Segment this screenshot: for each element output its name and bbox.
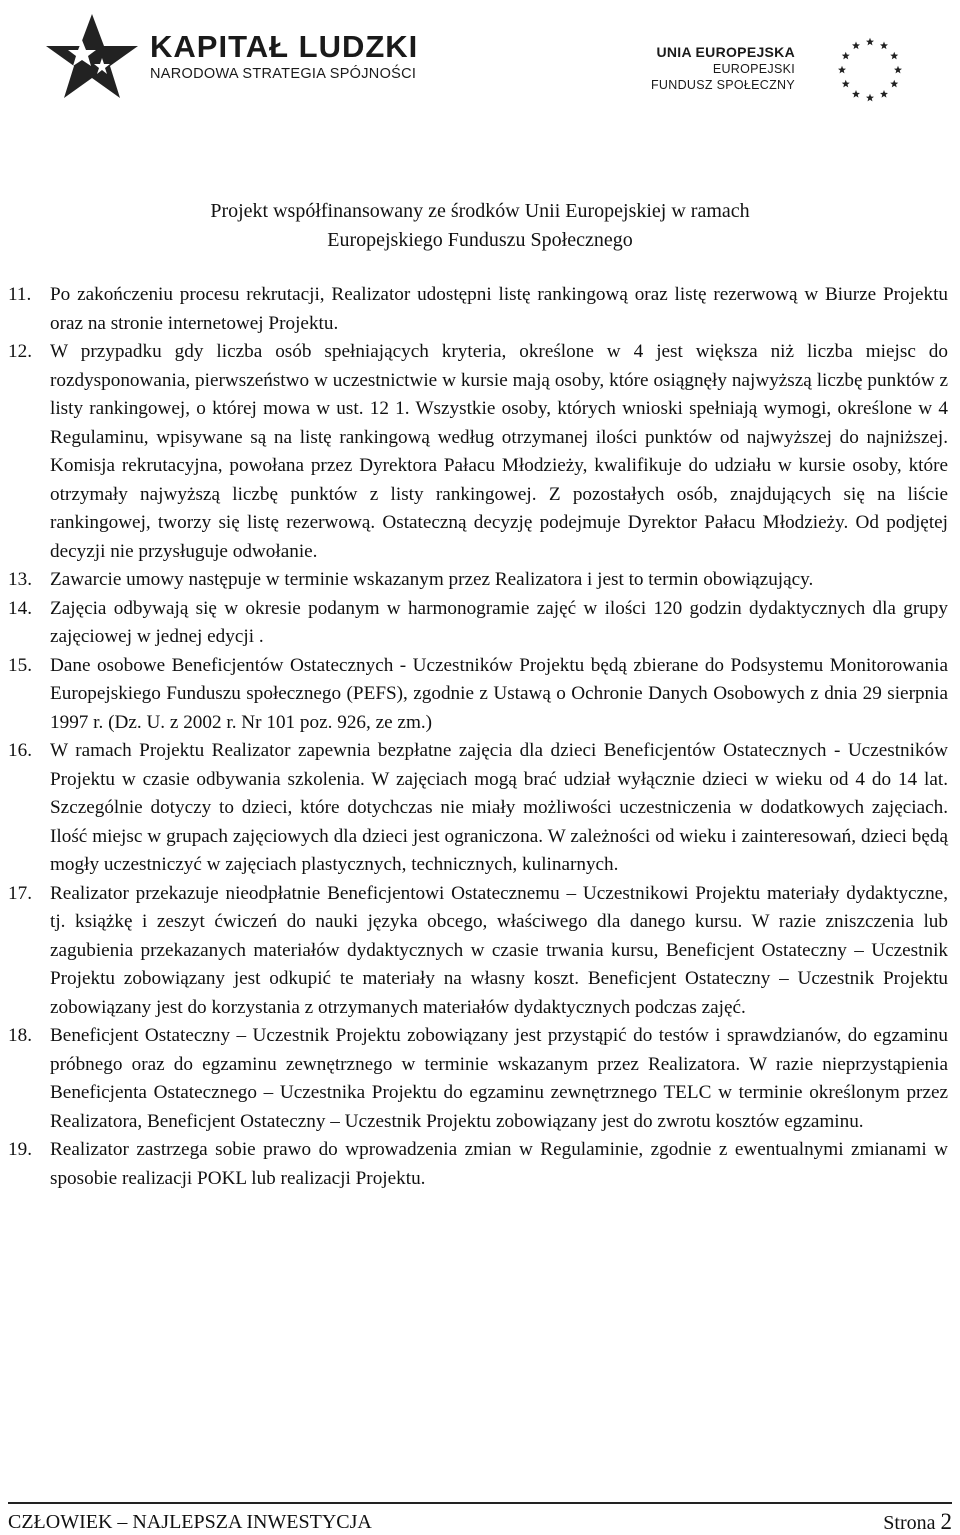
eu-star-icon [880,90,888,98]
list-item [8,281,948,338]
eu-line-2: FUNDUSZ SPOŁECZNY [650,78,795,92]
list-item [8,1136,948,1193]
list-item [8,1022,948,1136]
eu-star-icon [890,80,898,88]
regulation-content [8,281,948,1193]
eu-star-icon [866,94,874,102]
item-text: Dane osobowe Beneficjentów Ostatecznych - Uczestników Projektu będą zbierane do Podsystemu Monitorowania Europejskiego Funduszu społecznego (PEFS), zgodnie z Ustawą o Ochronie Danych Osobowych z dnia 29 sierpnia 1997 r. (Dz. U. z 2002 r. Nr 101 poz. 926, ze zm.) [50,654,948,733]
eu-star-icon [852,42,860,50]
item-text: W przypadku gdy liczba osób spełniających kryteria, określone w 4 jest większa niż liczba miejsc do rozdysponowania, pierwszeństwo w uczestnictwie w kursie mają osoby, które osiągnęły najwyższą liczbę punktów z listy rankingowej, o której mowa w ust. 12 1. Wszystkie osoby, których wnioski spełniają wymogi, określone w 4 Regulaminu, wpisywane są na listę rankingową według otrzymanej ilości punktów od najwyższej do najniższej. Komisja rekrutacyjna, powołana przez Dyrektora Pałacu Młodzieży, kwalifikuje do udziału w kursie osoby, które otrzymały najwyższą liczbę punktów z listy rankingowej. Z pozostałych osób, znajdujących się na liście rankingowej, tworzy się listę rezerwową. Ostateczną decyzję podejmuje Dyrektor Pałacu Młodzieży. Od podjętej decyzji nie przysługuje odwołanie. [50,341,948,562]
item-number: 18. [8,1025,32,1046]
item-text: W ramach Projektu Realizator zapewnia bezpłatne zajęcia dla dzieci Beneficjentów Ostatecznych - Uczestników Projektu w czasie odbywania szkolenia. W zajęciach mogą brać udział wyłącznie dzieci w wieku od 4 do 14 lat. Szczególnie dotyczy to dzieci, które dotychczas nie miały możliwości uczestniczenia w dodatkowych zajęciach. Ilość miejsc w grupach zajęciowych dla dzieci jest ograniczona. W zależności od wieku i zainteresowań, dzieci będą mogły uczestniczyć w zajęciach plastycznych, technicznych, kulinarnych. [50,740,948,875]
list-item [8,737,948,880]
eu-star-icon [866,38,874,46]
logo-subtitle: NARODOWA STRATEGIA SPÓJNOŚCI [150,66,417,82]
item-number: 12. [8,341,32,362]
item-number: 19. [8,1139,32,1160]
footer-slogan: CZŁOWIEK – NAJLEPSZA INWESTYCJA [8,1511,372,1533]
cofinancing-note [0,197,960,255]
logo-title: KAPITAŁ LUDZKI [150,29,419,64]
item-text: Realizator przekazuje nieodpłatnie Beneficjentowi Ostatecznemu – Uczestnikowi Projektu materiały dydaktyczne, tj. książkę i zeszyt ćwiczeń do nauki języka obcego, właściwego dla danego kursu. W razie zniszczenia lub zagubienia przekazanych materiałów dydaktycznych w czasie trwania kursu, Beneficjent Ostateczny – Uczestnik Projektu zobowiązany jest odkupić te materiały na własny koszt. Beneficjent Ostateczny – Uczestnik Projektu zobowiązany jest do korzystania z otrzymanych materiałów dydaktycznych podczas zajęć. [50,882,948,1018]
eu-star-icon [842,52,850,60]
item-number: 11. [8,284,32,305]
eu-star-icon [894,66,902,74]
eu-line-1: EUROPEJSKI [712,62,795,76]
item-number: 17. [8,882,32,904]
page-header [0,0,960,190]
list-item [8,595,948,652]
list-item [8,566,948,595]
page-indicator [883,1510,952,1535]
item-number: 15. [8,654,32,676]
eu-star-icon [842,80,850,88]
eu-star-icon [880,42,888,50]
item-text: Realizator zastrzega sobie prawo do wprowadzenia zmian w Regulaminie, zgodnie z ewentualnymi zmianami w sposobie realizacji POKL lub realizacji Projektu. [50,1139,948,1189]
eu-star-icon [852,90,860,98]
item-text: Po zakończeniu procesu rekrutacji, Realizator udostępni listę rankingową oraz listę rezerwową w Biurze Projektu oraz na stronie internetowej Projektu. [50,284,948,334]
item-number: 16. [8,740,32,761]
item-text: Zajęcia odbywają się w okresie podanym w harmonogramie zajęć w ilości 120 godzin dydaktycznych dla grupy zajęciowej w jednej edycji . [50,597,948,647]
item-text: Zawarcie umowy następuje w terminie wskazanym przez Realizatora i jest to termin obowiązujący. [50,569,814,590]
list-item [8,652,948,738]
cofinancing-line-2: Europejskiego Funduszu Społecznego [327,229,633,251]
eu-flag-icon [815,30,925,110]
page-label: Strona [883,1512,936,1534]
item-number: 13. [8,569,32,590]
item-number: 14. [8,597,32,619]
eu-star-icon [890,52,898,60]
list-item [8,880,948,1023]
footer-divider [8,1502,952,1504]
page-footer [8,1510,952,1534]
eu-label [651,44,795,93]
cofinancing-line-1: Projekt współfinansowany ze środków Unii Europejskiej w ramach [210,200,750,222]
eu-star-icon [838,66,846,74]
list-item [8,338,948,566]
page-number: 2 [940,1509,952,1534]
regulation-list [8,281,948,1193]
eu-title: UNIA EUROPEJSKA [656,44,795,60]
item-text: Beneficjent Ostateczny – Uczestnik Projektu zobowiązany jest przystąpić do testów i sprawdzianów, do egzaminu próbnego oraz do egzaminu zewnętrznego w terminie wskazanym przez Realizatora. W razie nieprzystąpienia Beneficjenta Ostatecznego – Uczestnika Projektu do egzaminu zewnętrznego TELC w terminie określonym przez Realizatora, Beneficjent Ostateczny – Uczestnik Projektu zobowiązany jest do zwrotu kosztów egzaminu. [50,1025,948,1132]
